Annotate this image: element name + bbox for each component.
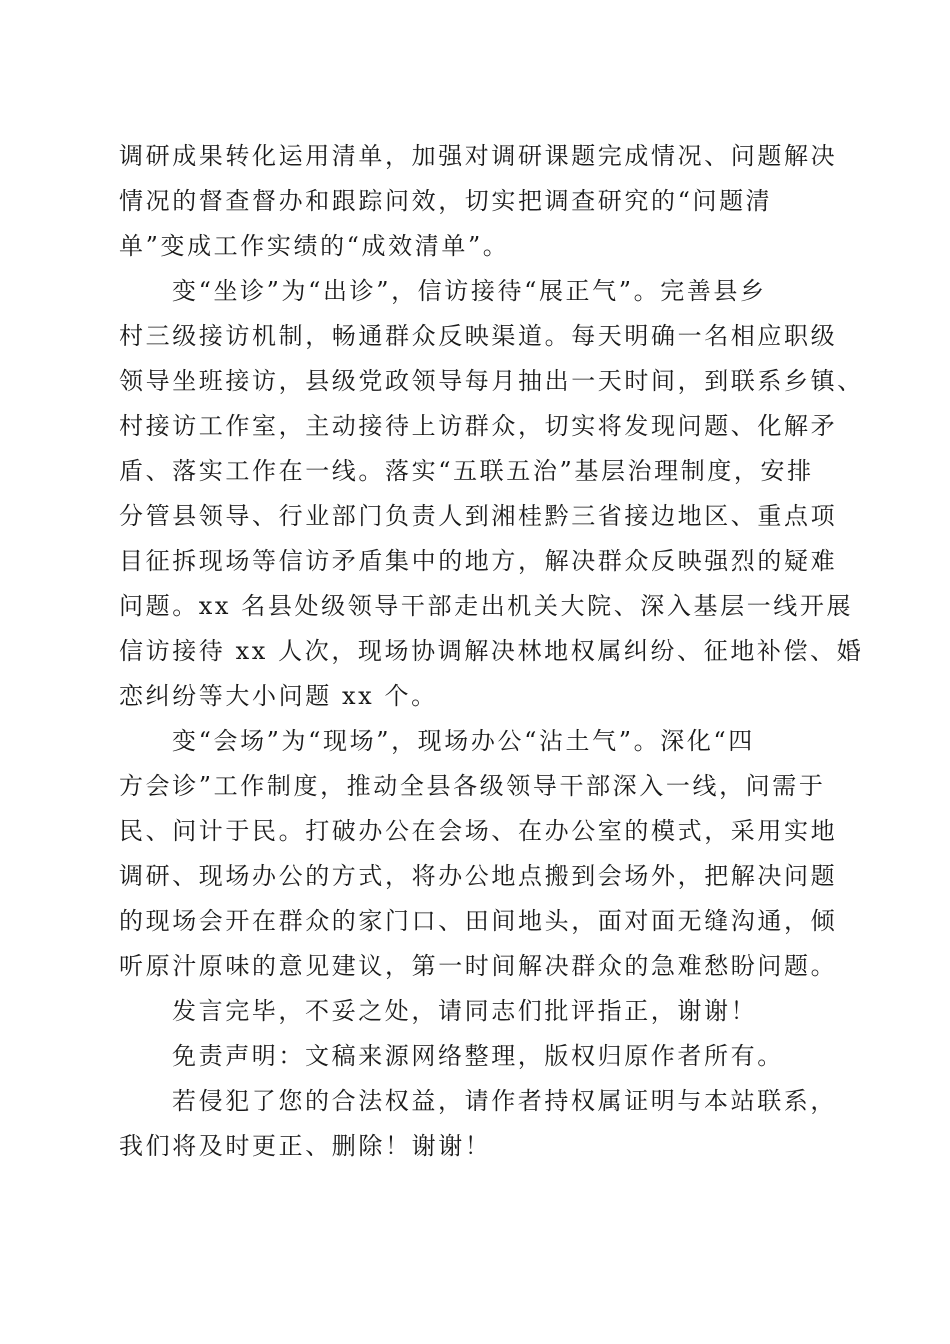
text-line: 我们将及时更正、删除！谢谢！	[119, 1132, 492, 1160]
text-line: 的现场会开在群众的家门口、田间地头，面对面无缝沟通，倾	[119, 907, 838, 935]
text-line: 问题。xx 名县处级领导干部走出机关大院、深入基层一线开展	[119, 592, 854, 620]
text-line: 分管县领导、行业部门负责人到湘桂黔三省接边地区、重点项	[119, 502, 838, 530]
text-line: 单”变成工作实绩的“成效清单”。	[119, 232, 510, 260]
text-line: 盾、落实工作在一线。落实“五联五治”基层治理制度，安排	[119, 457, 814, 485]
text-line: 民、问计于民。打破办公在会场、在办公室的模式，采用实地	[119, 817, 838, 845]
disclaimer-line: 若侵犯了您的合法权益，请作者持权属证明与本站联系，	[172, 1087, 837, 1115]
text-line: 调研成果转化运用清单，加强对调研课题完成情况、问题解决	[119, 142, 838, 170]
text-line: 村三级接访机制，畅通群众反映渠道。每天明确一名相应职级	[119, 322, 838, 350]
text-line: 信访接待 xx 人次，现场协调解决林地权属纠纷、征地补偿、婚	[119, 637, 864, 665]
document-body	[119, 134, 864, 1169]
paragraph-start-line: 变“坐诊”为“出诊”，信访接待“展正气”。完善县乡	[172, 277, 767, 305]
text-line: 情况的督查督办和跟踪问效，切实把调查研究的“问题清	[119, 187, 773, 215]
paragraph-start-line: 变“会场”为“现场”，现场办公“沾土气”。深化“四	[172, 727, 755, 755]
text-line: 目征拆现场等信访矛盾集中的地方，解决群众反映强烈的疑难	[119, 547, 838, 575]
text-line: 听原汁原味的意见建议，第一时间解决群众的急难愁盼问题。	[119, 952, 838, 980]
text-line: 村接访工作室，主动接待上访群众，切实将发现问题、化解矛	[119, 412, 838, 440]
disclaimer-line: 免责声明：文稿来源网络整理，版权归原作者所有。	[172, 1042, 784, 1070]
text-line: 方会诊”工作制度，推动全县各级领导干部深入一线，问需于	[119, 772, 826, 800]
text-line: 领导坐班接访，县级党政领导每月抽出一天时间，到联系乡镇、	[119, 367, 864, 395]
text-line: 调研、现场办公的方式，将办公地点搬到会场外，把解决问题	[119, 862, 838, 890]
closing-line: 发言完毕，不妥之处，请同志们批评指正，谢谢！	[172, 997, 758, 1025]
text-line: 恋纠纷等大小问题 xx 个。	[119, 682, 438, 710]
